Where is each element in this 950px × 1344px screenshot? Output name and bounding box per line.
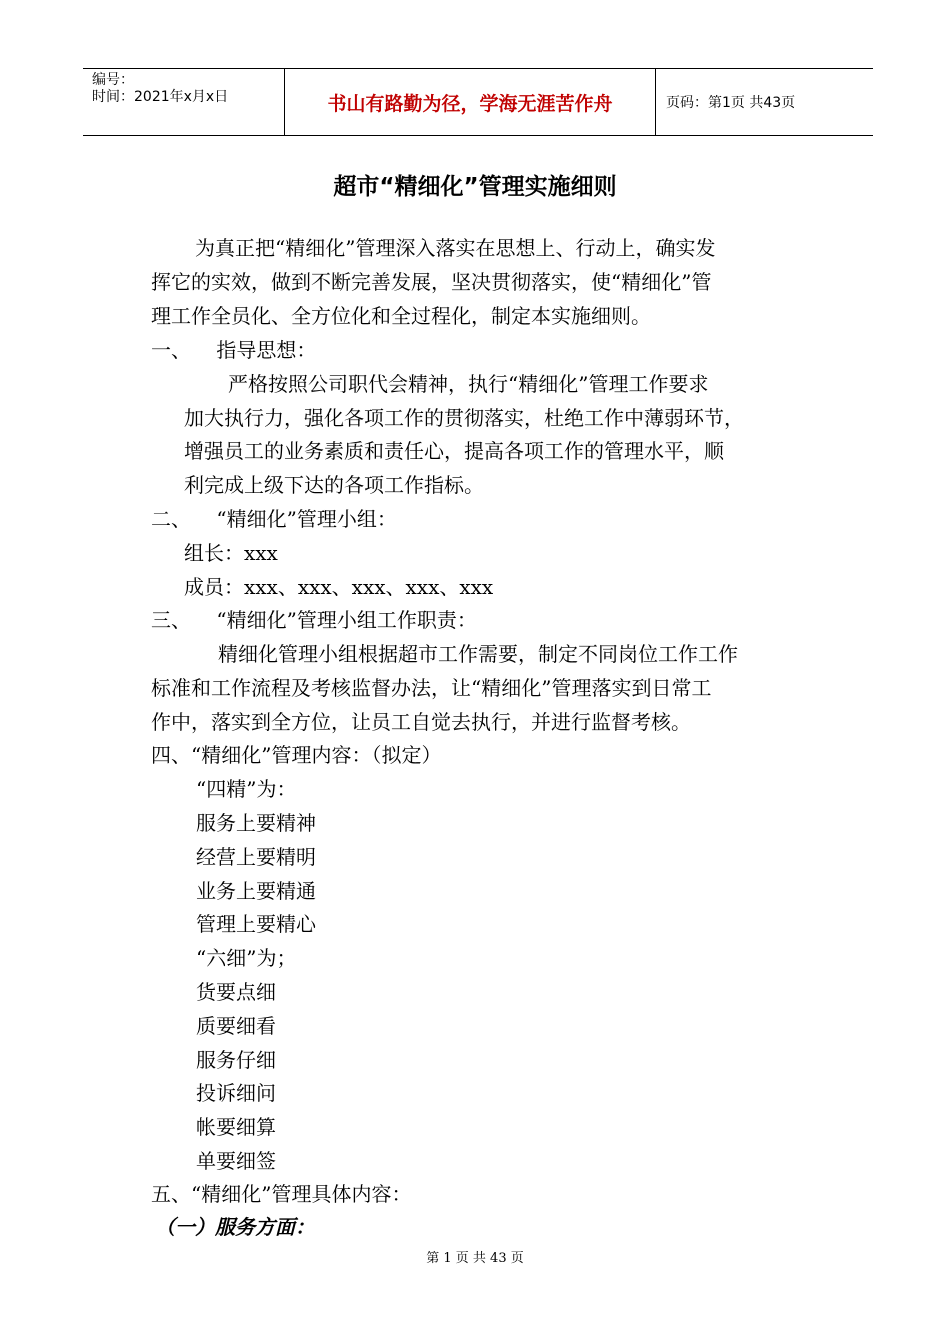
list-item: 服务仔细 [196,1048,276,1072]
section-heading: 三、 “精细化”管理小组工作职责： [151,608,477,632]
intro-line: 挥它的实效，做到不断完善发展，坚决贯彻落实，使“精细化”管 [151,270,712,294]
section-line: 利完成上级下达的各项工作指标。 [184,473,484,497]
list-item: 服务上要精神 [196,811,316,835]
section-line: 严格按照公司职代会精神，执行“精细化”管理工作要求 [228,372,709,396]
list-item: 质要细看 [196,1014,276,1038]
group-leader: 组长：xxx [184,541,278,565]
section-line: 增强员工的业务素质和责任心，提高各项工作的管理水平，顺 [184,439,724,463]
intro-line: 为真正把“精细化”管理深入落实在思想上、行动上，确实发 [195,236,716,260]
section-line: 作中，落实到全方位，让员工自觉去执行，并进行监督考核。 [151,710,691,734]
page-footer: 第 1 页 共 43 页 [426,1251,524,1266]
list-item: 货要点细 [196,980,276,1004]
subsection-heading: （一）服务方面： [155,1215,315,1239]
header-page-info: 页码：第1页 共43页 [666,95,796,111]
section-heading: 一、 指导思想： [151,338,317,362]
time-label: 时间：2021年x月x日 [92,89,229,105]
list-item: 经营上要精明 [196,845,316,869]
section-line: 精细化管理小组根据超市工作需要，制定不同岗位工作工作 [218,642,738,666]
header-meta [83,69,284,135]
group-members: 成员：xxx、xxx、xxx、xxx、xxx [184,575,494,599]
number-label: 编号： [92,72,134,88]
intro-line: 理工作全员化、全方位化和全过程化，制定本实施细则。 [151,304,651,328]
list-item: 投诉细问 [196,1081,276,1105]
header-motto: 书山有路勤为径，学海无涯苦作舟 [284,69,656,135]
list-item: 管理上要精心 [196,912,316,936]
document-title: 超市“精细化”管理实施细则 [333,174,617,200]
section-line: 标准和工作流程及考核监督办法，让“精细化”管理落实到日常工 [151,676,712,700]
list-item: 帐要细算 [196,1115,276,1139]
section-heading: 二、 “精细化”管理小组： [151,507,397,531]
document-header [83,68,873,136]
list-item: 业务上要精通 [196,879,316,903]
list-item: 单要细签 [196,1149,276,1173]
section-heading: 四、“精细化”管理内容：（拟定） [151,743,442,767]
section-line: 加大执行力，强化各项工作的贯彻落实，杜绝工作中薄弱环节， [184,406,744,430]
list-item: “四精”为： [196,777,297,801]
section-heading: 五、“精细化”管理具体内容： [151,1182,412,1206]
list-item: “六细”为； [196,946,297,970]
